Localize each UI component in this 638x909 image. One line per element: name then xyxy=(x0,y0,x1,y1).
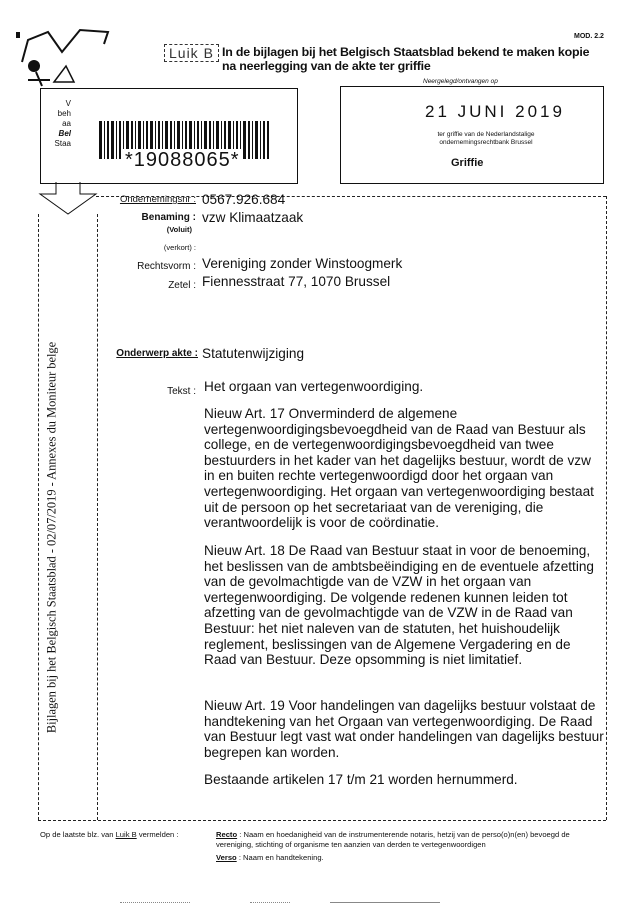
subject-label: Onderwerp akte : xyxy=(116,348,198,359)
scan-mark xyxy=(330,902,440,903)
margin-bottom-line xyxy=(38,820,606,821)
barcode-number: *19088065* xyxy=(125,149,240,171)
arrow-down-icon xyxy=(38,182,98,216)
left-stamp-label xyxy=(47,99,71,149)
received-date: 21 JUNI 2019 xyxy=(425,102,565,121)
deed-paragraph: Bestaande artikelen 17 t/m 21 worden hernummerd. xyxy=(204,772,518,787)
deed-paragraph: Nieuw Art. 17 Onverminderd de algemene vertegenwoordigingsbevoegdheid van de Raad van Bestuur als college, en de vertegenwoordigingsbevoegdheid van twee bestuurders in het kader van het dagelijks bestuur, wordt de vzw in en buiten rechte vertegenwoordigd door het orgaan van vertegenwoordiging. Het orgaan van vertegenwoordiging bestaat uit de persoon op het secretariaat van de vereniging, die verantwoordelijk is voor de coördinatie. xyxy=(204,406,594,531)
company-short-label: (verkort) : xyxy=(163,243,196,252)
footer-verso xyxy=(216,853,324,863)
deed-paragraph: Het orgaan van vertegenwoordiging. xyxy=(204,379,424,394)
stamp-line: Staa xyxy=(54,139,71,148)
verso-label: Verso xyxy=(216,853,237,862)
publication-notice xyxy=(222,45,622,73)
verso-text: : Naam en handtekening. xyxy=(238,853,324,862)
seat: Fiennesstraat 77, 1070 Brussel xyxy=(202,274,391,289)
footer-lead-link: Luik B xyxy=(115,830,137,839)
form-model-code: MOD. 2.2 xyxy=(574,33,604,40)
footer-lead xyxy=(40,830,179,840)
company-name-sub: (Voluit) xyxy=(166,225,192,234)
registry-line-1: ter griffie van de Nederlandstalige xyxy=(437,131,535,138)
barcode-box xyxy=(40,88,298,184)
registry-stamp-box xyxy=(340,78,604,184)
stamp-line: beh xyxy=(57,109,71,118)
footer-recto xyxy=(216,830,606,850)
griffie-label: Griffie xyxy=(451,157,484,169)
seat-label: Zetel : xyxy=(168,280,196,291)
luik-label xyxy=(164,44,219,62)
stamp-line: aa xyxy=(62,119,71,128)
deed-paragraph: Nieuw Art. 18 De Raad van Bestuur staat in voor de benoeming, het beslissen van de ambtsbeëindiging en de eventuele afzetting van de gevolmachtigde van de VZW in het orgaan van vertegenwoordiging. De volgende redenen kunnen leiden tot afzetting van de gevolmachtigde van de VZW in de Raad van Bestuur: het niet naleven van de statuten, het huishoudelijk reglement, beslissingen van de Algemene Vergadering en de Raad van Bestuur. Deze opsomming is niet limitatief. xyxy=(204,543,594,668)
stamp-line: V xyxy=(65,99,71,108)
stamp-line: Bel xyxy=(58,129,71,138)
luik-text: Luik B xyxy=(169,45,214,61)
footer-lead-text: Op de laatste blz. van xyxy=(40,830,114,839)
registry-line-2: ondernemingsrechtbank Brussel xyxy=(439,139,533,146)
logo-icon xyxy=(14,22,124,90)
deposited-label: Neergelegd/ontvangen op xyxy=(423,78,498,85)
registry-name xyxy=(411,131,561,147)
recto-text: : Naam en hoedanigheid van de instrumenterende notaris, hetzij van de perso(o)n(en) bevoegd de vereniging, stichting of organisme ten aanzien van derden te vertegenwoordigen xyxy=(216,830,570,849)
scan-mark xyxy=(120,902,190,903)
company-number-label: Ondernemingsnr : xyxy=(119,194,196,205)
legal-form-label: Rechtsvorm : xyxy=(137,261,196,272)
footer-lead-end: vermelden : xyxy=(138,830,179,839)
text-label: Tekst : xyxy=(167,386,196,397)
company-name-label: Benaming : xyxy=(141,212,196,223)
deed-paragraph: Nieuw Art. 19 Voor handelingen van dagelijks bestuur volstaat de handtekening van het Orgaan van vertegenwoordiging. De Raad van Bestuur legt vast wat onder handelingen van dagelijks bestuur begrepen kan worden. xyxy=(204,698,604,760)
vertical-margin-text: Bijlagen bij het Belgisch Staatsblad - 02/07/2019 - Annexes du Moniteur belge xyxy=(44,341,59,734)
company-name: vzw Klimaatzaak xyxy=(202,210,304,225)
margin-right-line xyxy=(606,196,607,820)
scan-mark xyxy=(250,902,290,903)
notice-line-2: na neerlegging van de akte ter griffie xyxy=(222,59,431,73)
notice-line-1: In de bijlagen bij het Belgisch Staatsblad bekend te maken kopie xyxy=(222,45,590,59)
recto-label: Recto xyxy=(216,830,238,839)
company-number: 0567.926.684 xyxy=(202,192,286,207)
legal-form: Vereniging zonder Winstoogmerk xyxy=(202,256,403,271)
subject: Statutenwijziging xyxy=(202,346,305,361)
